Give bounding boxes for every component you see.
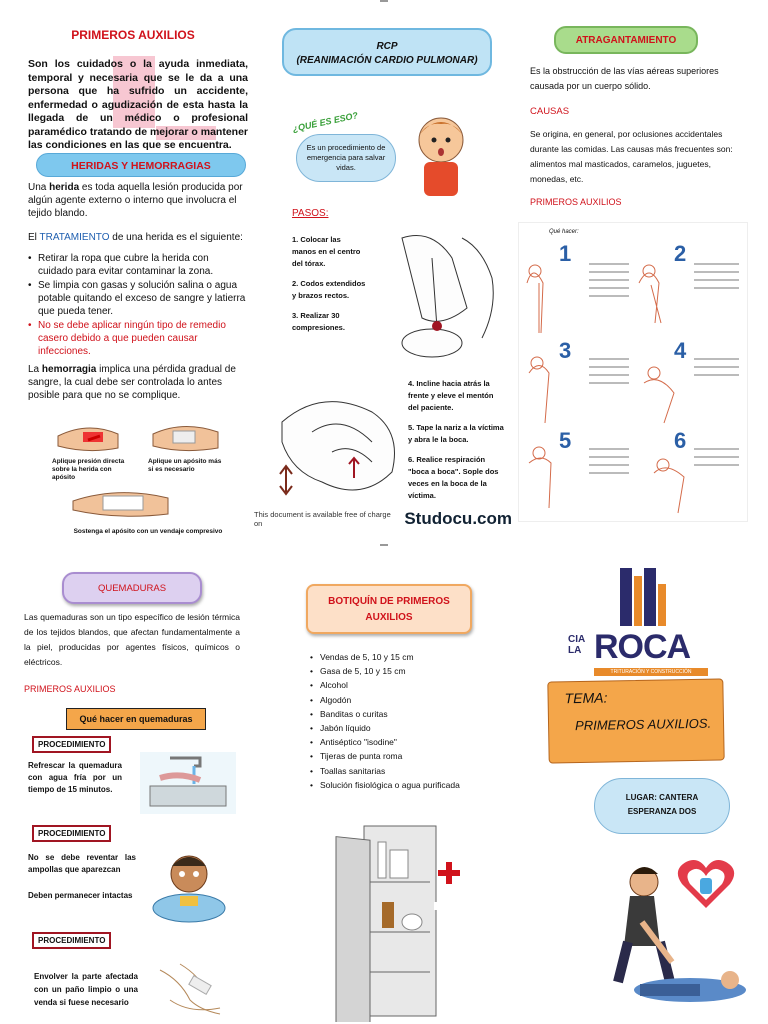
herida-word: herida: [49, 182, 80, 193]
atragantamiento-def: Es la obstrucción de las vías aéreas superiores causada por un cuerpo sólido.: [530, 66, 719, 91]
studocu-brand[interactable]: Studocu.com: [404, 509, 512, 528]
lugar-cloud: LUGAR: CANTERA ESPERANZA DOS: [594, 778, 730, 834]
rcp-step: 2. Codos extendidos y brazos rectos.: [292, 279, 366, 300]
treatment-warning: • No se debe aplicar ningún tipo de remedio casero debido a que pueden causar infecciones.: [28, 319, 246, 358]
step-number: 3: [559, 338, 572, 363]
panel-rcp: [254, 22, 512, 542]
botiquin-item: • Tijeras de punta roma: [310, 749, 490, 763]
step-number: 1: [559, 241, 572, 266]
treatment-step: • Se limpia con gasas y solución salina o agua potable quitando el exceso de sangre y latierra que pueda tener.: [28, 279, 246, 318]
panel-quemaduras: [24, 572, 240, 730]
tema-label: TEMA:: [564, 689, 608, 707]
intro-text: Son los cuidados o la ayuda inmediata, temporal y necesaria que se le da a una persona que ha sufrido un accidente, enfermedad o agudización de esta hasta la llegada de un médico o profesional paramédico tratando de mejorar o mantener las condiciones en las que se encuentra.: [28, 58, 248, 151]
rcp-title-box: [282, 28, 492, 76]
wound-caption: Aplique un apósito más si es necesario: [148, 458, 222, 473]
procedure-3-text: Envolver la parte afectada con un paño limpio o una venda si fuese necesario: [34, 972, 138, 1007]
procedure-2-text: No se debe reventar las ampollas que aparezcan: [28, 853, 136, 874]
definition-bubble: Es un procedimiento de emergencia para salvar vidas.: [296, 134, 396, 182]
wound-caption: Sostenga el apósito con un vendaje compresivo: [73, 528, 223, 535]
chest-compression-image: [372, 218, 507, 368]
rcp-subtitle: (REANIMACIÓN CARDIO PULMONAR): [296, 55, 478, 66]
que-es-label: ¿QUÉ ES ESO?: [291, 110, 359, 134]
causas-label: CAUSAS: [530, 106, 570, 117]
quemaduras-title: QUEMADURAS: [62, 572, 202, 604]
heimlich-chart: [518, 222, 748, 522]
atragantamiento-title: ATRAGANTAMIENTO: [554, 26, 698, 54]
panel-atragantamiento: [530, 26, 750, 207]
wound-caption: Aplique presión directa sobre la herida con apósito: [52, 458, 125, 481]
cpr-illustration: [580, 862, 750, 1022]
procedure-label: PROCEDIMIENTO: [32, 825, 111, 842]
rcp-steps-a: [292, 234, 366, 334]
botiquin-title: BOTIQUÍN DE PRIMEROS AUXILIOS: [306, 584, 472, 634]
logo-cia: CIA LA: [568, 634, 586, 656]
botiquin-item: • Solución fisiológica o agua purificada: [310, 778, 490, 792]
botiquin-item: • Gasa de 5, 10 y 15 cm: [310, 664, 490, 678]
thinking-kid-image: [406, 110, 476, 200]
tratamiento-line: El TRATAMIENTO de una herida es el siguiente:: [28, 232, 243, 243]
tema-title: PRIMEROS AUXILIOS.: [574, 715, 712, 734]
botiquin-item: • Banditas o curitas: [310, 707, 490, 721]
botiquin-item: • Antiséptico "isodine": [310, 735, 490, 749]
pa-label: PRIMEROS AUXILIOS: [530, 197, 622, 207]
step-number: 2: [674, 241, 687, 266]
rcp-step: 3. Realizar 30 compresiones.: [292, 311, 345, 332]
doc-notice: This document is available free of charge on: [254, 510, 391, 528]
chart-heading: Qué hacer:: [549, 229, 579, 235]
hemorragia-word: hemorragia: [41, 364, 97, 375]
step-number: 5: [559, 428, 572, 453]
bandage-wrap-image: [150, 960, 240, 1024]
quemaduras-def: Las quemaduras son un tipo específico de lesión térmica de los tejidos blandos, que afectan fundamentalmente a la piel, producidas por agentes físicos, químicos o eléctricos.: [24, 612, 240, 667]
treatment-steps: [28, 252, 246, 358]
tema-scroll: [547, 678, 724, 763]
studocu-banner[interactable]: [254, 504, 512, 534]
rcp-step: 4. Incline hacia atrás la frente y eleve el mentón del paciente.: [408, 379, 494, 412]
pa-label: PRIMEROS AUXILIOS: [24, 684, 116, 694]
procedure-1-text: Refrescar la quemadura con agua fría por un tiempo de 15 minutos.: [28, 761, 122, 794]
rcp-step: 5. Tape la nariz a la víctima y abra le la boca.: [408, 423, 504, 444]
botiquin-list: [310, 650, 490, 792]
logo-subtitle: TRITURACIÓN Y CONSTRUCCIÓN: [594, 668, 708, 676]
treatment-step: • Retirar la ropa que cubre la herida con cuidado para evitar contaminar la zona.: [28, 252, 246, 278]
logo-roca: ROCA: [594, 628, 691, 666]
page-divider-mark: [380, 0, 388, 2]
tratamiento-word: TRATAMIENTO: [39, 232, 110, 243]
logo-bars-icon: [560, 566, 710, 636]
panel1-title: PRIMEROS AUXILIOS: [71, 28, 195, 42]
step-number: 6: [674, 428, 687, 453]
boy-with-bowl-image: [150, 848, 228, 926]
wound-care-illustration: [48, 406, 238, 546]
pasos-label: PASOS:: [292, 208, 329, 219]
heimlich-figures: [519, 223, 749, 523]
botiquin-item: • Jabón líquido: [310, 721, 490, 735]
panel1-intro: [28, 58, 248, 153]
rcp-step: 1. Colocar las manos en el centro del tórax.: [292, 235, 361, 268]
rescue-breath-image: [272, 382, 412, 512]
panel-primeros-auxilios: [28, 28, 248, 535]
hemorragia-definition: La hemorragia implica una pérdida gradual de sangre, la cual debe ser controlada lo antes posible para que no se complique.: [28, 364, 236, 401]
botiquin-item: • Toallas sanitarias: [310, 764, 490, 778]
procedure-label: PROCEDIMIENTO: [32, 736, 111, 753]
company-logo: [560, 566, 710, 696]
que-hacer-box: Qué hacer en quemaduras: [66, 708, 206, 730]
procedure-2b-text: Deben permanecer intactas: [28, 891, 133, 900]
page-divider-mark: [380, 544, 388, 546]
causas-text: Se origina, en general, por oclusiones accidentales durante las comidas. Las causas más frecuentes son: alimentos mal masticados, caramelos, juguetes, monedas, etc.: [530, 129, 733, 184]
first-aid-cabinet-image: [330, 822, 460, 1022]
botiquin-item: • Alcohol: [310, 678, 490, 692]
botiquin-item: • Algodón: [310, 693, 490, 707]
step-number: 4: [674, 338, 687, 363]
rcp-title: RCP: [376, 41, 398, 52]
procedure-label: PROCEDIMIENTO: [32, 932, 111, 949]
water-tap-image: [140, 752, 236, 814]
herida-definition: Una herida es toda aquella lesión producida por algún agente externo o interno que involucra el tejido blando.: [28, 182, 243, 219]
heridas-title-pill: HERIDAS Y HEMORRAGIAS: [36, 153, 246, 177]
rcp-steps-b: [408, 378, 504, 502]
botiquin-item: • Vendas de 5, 10 y 15 cm: [310, 650, 490, 664]
rcp-step: 6. Realice respiración "boca a boca". Sople dos veces en la boca de la víctima.: [408, 455, 499, 500]
